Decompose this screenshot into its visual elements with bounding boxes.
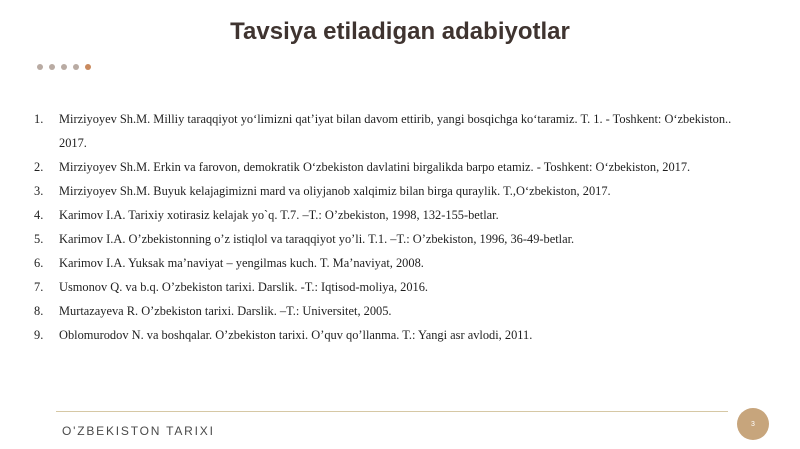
item-text: Karimov I.A. O’zbekistonning o’z istiqlol va taraqqiyot yo’li. T.1. –T.: O’zbekiston, 1996, 36-49-betlar. xyxy=(59,232,575,246)
item-number: 3. xyxy=(34,184,44,198)
dot-icon xyxy=(61,64,67,70)
footer-label: O'ZBEKISTON TARIXI xyxy=(62,424,215,438)
item-text: Murtazayeva R. O’zbekiston tarixi. Darslik. –T.: Universitet, 2005. xyxy=(59,304,392,318)
list-item xyxy=(34,107,754,155)
item-number: 4. xyxy=(34,208,44,222)
slide-title: Tavsiya etiladigan adabiyotlar xyxy=(230,18,570,45)
list-item xyxy=(34,179,754,203)
item-number: 7. xyxy=(34,280,44,294)
item-text: Mirziyoyev Sh.M. Milliy taraqqiyot yo‘limizni qat’iyat bilan davom ettirib, yangi bosqichga ko‘taramiz. T. 1. - Toshkent: O‘zbekiston.. 2017. xyxy=(59,112,732,150)
item-text: Karimov I.A. Yuksak ma’naviyat – yengilmas kuch. T. Ma’naviyat, 2008. xyxy=(59,256,424,270)
list-item xyxy=(34,275,754,299)
item-text: Oblomurodov N. va boshqalar. O’zbekiston tarixi. O’quv qo’llanma. T.: Yangi asr avlodi, 2011. xyxy=(59,328,533,342)
list-item xyxy=(34,203,754,227)
dot-icon xyxy=(37,64,43,70)
list-item xyxy=(34,251,754,275)
item-text: Mirziyoyev Sh.M. Erkin va farovon, demokratik O‘zbekiston davlatini birgalikda barpo etamiz. - Toshkent: O‘zbekiston, 2017. xyxy=(59,160,691,174)
page-number-badge: 3 xyxy=(737,408,769,440)
item-text: Usmonov Q. va b.q. O’zbekiston tarixi. Darslik. -T.: Iqtisod-moliya, 2016. xyxy=(59,280,429,294)
item-number: 1. xyxy=(34,112,44,126)
item-number: 5. xyxy=(34,232,44,246)
item-number: 2. xyxy=(34,160,44,174)
item-number: 6. xyxy=(34,256,44,270)
list-item xyxy=(34,299,754,323)
list-item xyxy=(34,323,754,347)
list-item xyxy=(34,155,754,179)
dot-icon xyxy=(49,64,55,70)
item-text: Mirziyoyev Sh.M. Buyuk kelajagimizni mard va oliyjanob xalqimiz bilan birga quraylik. T.,O‘zbekiston, 2017. xyxy=(59,184,611,198)
list-item xyxy=(34,227,754,251)
decorative-dots xyxy=(37,64,91,70)
item-number: 9. xyxy=(34,328,44,342)
dot-icon xyxy=(73,64,79,70)
accent-dot-icon xyxy=(85,64,91,70)
item-number: 8. xyxy=(34,304,44,318)
footer-divider xyxy=(56,411,728,412)
reference-list xyxy=(34,107,754,347)
item-text: Karimov I.A. Tarixiy xotirasiz kelajak yo`q. T.7. –T.: O’zbekiston, 1998, 132-155-betlar. xyxy=(59,208,499,222)
